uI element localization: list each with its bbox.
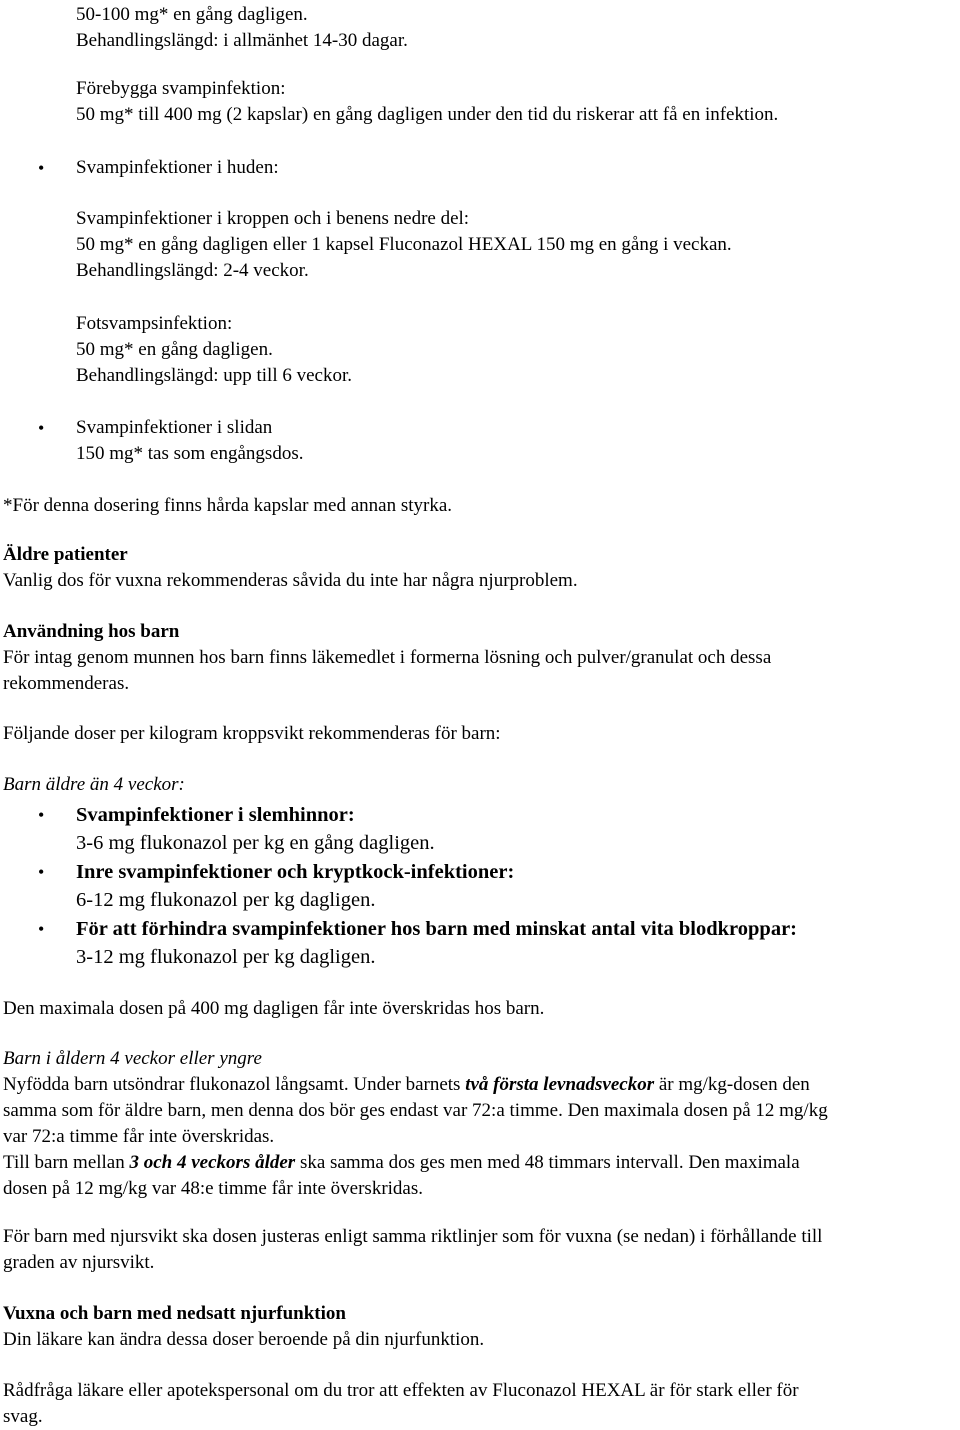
bullet-icon: • — [38, 919, 45, 939]
bullet-icon: • — [38, 862, 45, 882]
body-heading: Svampinfektioner i kroppen och i benens nedre del: — [76, 208, 470, 229]
renal-line: Din läkare kan ändra dessa doser beroende på din njurfunktion. — [3, 1329, 485, 1350]
body-line-2: Behandlingslängd: 2-4 veckor. — [76, 260, 309, 281]
doses-intro: Följande doser per kilogram kroppsvikt rekommenderas för barn: — [3, 723, 501, 744]
young-line-2: samma som för äldre barn, men denna dos bör ges endast var 72:a timme. Den maximala dosen på 12 mg/kg — [3, 1100, 828, 1121]
dose-line: 50-100 mg* en gång dagligen. — [76, 4, 308, 25]
vaginal-heading: Svampinfektioner i slidan — [76, 417, 273, 438]
item-heading: För att förhindra svampinfektioner hos barn med minskat antal vita blodkroppar: — [76, 918, 797, 940]
kidney-children-line-2: graden av njursvikt. — [3, 1252, 155, 1273]
young-line-4: Till barn mellan 3 och 4 veckors ålder ska samma dos ges men med 48 timmars intervall. Den maximala — [3, 1152, 800, 1173]
young-heading: Barn i åldern 4 veckor eller yngre — [3, 1048, 262, 1069]
max-dose-line: Den maximala dosen på 400 mg dagligen får inte överskridas hos barn. — [3, 998, 545, 1019]
skin-heading: Svampinfektioner i huden: — [76, 157, 279, 178]
foot-line-2: Behandlingslängd: upp till 6 veckor. — [76, 365, 352, 386]
item-line: 3-12 mg flukonazol per kg dagligen. — [76, 946, 376, 968]
elderly-heading: Äldre patienter — [3, 544, 128, 565]
body-line-1: 50 mg* en gång dagligen eller 1 kapsel Fluconazol HEXAL 150 mg en gång i veckan. — [76, 234, 732, 255]
item-line: 3-6 mg flukonazol per kg en gång dagligen. — [76, 832, 435, 854]
advice-line-1: Rådfråga läkare eller apotekspersonal om du tror att effekten av Fluconazol HEXAL är för stark eller för — [3, 1380, 799, 1401]
elderly-line: Vanlig dos för vuxna rekommenderas såvida du inte har några njurproblem. — [3, 570, 578, 591]
children-heading: Användning hos barn — [3, 621, 180, 642]
item-heading: Svampinfektioner i slemhinnor: — [76, 804, 355, 826]
prevent-line: 50 mg* till 400 mg (2 kapslar) en gång dagligen under den tid du riskerar att få en infektion. — [76, 104, 779, 125]
young-line-1: Nyfödda barn utsöndrar flukonazol långsamt. Under barnets två första levnadsveckor är mg/kg-dosen den — [3, 1074, 810, 1095]
foot-line-1: 50 mg* en gång dagligen. — [76, 339, 273, 360]
bullet-icon: • — [38, 158, 45, 178]
prevent-heading: Förebygga svampinfektion: — [76, 78, 286, 99]
duration-line: Behandlingslängd: i allmänhet 14-30 dagar. — [76, 30, 408, 51]
vaginal-line: 150 mg* tas som engångsdos. — [76, 443, 304, 464]
footnote: *För denna dosering finns hårda kapslar med annan styrka. — [3, 495, 453, 516]
young-line-5: dosen på 12 mg/kg var 48:e timme får inte överskridas. — [3, 1178, 424, 1199]
foot-heading: Fotsvampsinfektion: — [76, 313, 233, 334]
kidney-children-line-1: För barn med njursvikt ska dosen justeras enligt samma riktlinjer som för vuxna (se nedan) i förhållande till — [3, 1226, 823, 1247]
renal-heading: Vuxna och barn med nedsatt njurfunktion — [3, 1303, 346, 1324]
bullet-icon: • — [38, 418, 45, 438]
advice-line-2: svag. — [3, 1406, 43, 1427]
children-line-2: rekommenderas. — [3, 673, 130, 694]
young-line-3: var 72:a timme får inte överskridas. — [3, 1126, 275, 1147]
older-children-heading: Barn äldre än 4 veckor: — [3, 774, 185, 795]
item-line: 6-12 mg flukonazol per kg dagligen. — [76, 889, 376, 911]
children-line-1: För intag genom munnen hos barn finns läkemedlet i formerna lösning och pulver/granulat och dessa — [3, 647, 772, 668]
bullet-icon: • — [38, 805, 45, 825]
item-heading: Inre svampinfektioner och kryptkock-infektioner: — [76, 861, 515, 883]
